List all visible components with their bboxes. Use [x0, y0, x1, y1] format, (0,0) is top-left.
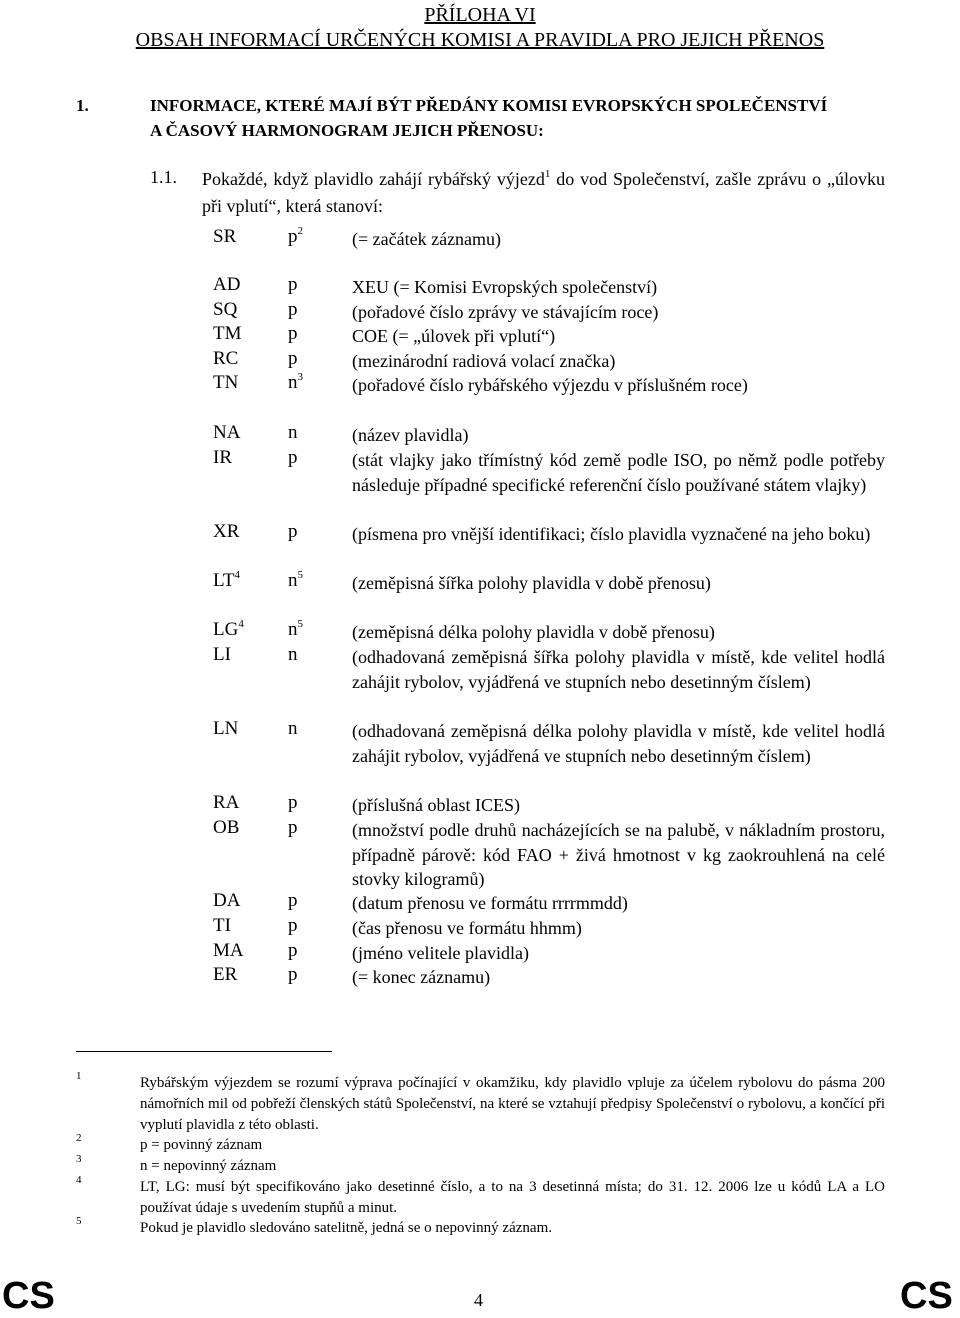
field-description: (= konec záznamu): [352, 967, 491, 987]
field-requirement: p: [288, 817, 298, 838]
subsection-text-b: do vod Společenství, zašle zprávu o „úlovku při vplutí“, která stanoví:: [202, 169, 885, 216]
field-requirement: p: [288, 940, 298, 961]
field-code: $LT^4$: [213, 569, 240, 591]
footnote-3-text: n = nepovinný záznam: [140, 1158, 277, 1174]
field-requirement: p: [288, 274, 298, 295]
footnote-5-text: Pokud je plavidlo sledováno satelitně, jedná se o nepovinný záznam.: [140, 1220, 552, 1236]
footnote-ref: 3: [297, 371, 303, 383]
field-requirement: p: [288, 323, 298, 344]
field-description: (= začátek záznamu): [352, 229, 502, 249]
field-code: ER: [213, 964, 238, 985]
field-code: TI: [213, 915, 231, 936]
field-description: (název plavidla): [352, 425, 469, 445]
field-requirement: p: [288, 915, 298, 936]
footnote-ref: 5: [297, 618, 303, 630]
field-code: LI: [213, 644, 231, 665]
footnote-2-number: 2: [76, 1132, 82, 1144]
field-description: (odhadovaná zeměpisná délka polohy plavidla v místě, kde velitel hodlá zahájit rybolov, vyjádřená ve stupních nebo desetinným číslem): [352, 721, 885, 766]
section-heading-line1: INFORMACE, KTERÉ MAJÍ BÝT PŘEDÁNY KOMISI EVROPSKÝCH SPOLEČENSTVÍ: [150, 96, 828, 115]
field-description: (odhadovaná zeměpisná šířka polohy plavidla v místě, kde velitel hodlá zahájit rybolov, vyjádřená ve stupních nebo desetinným číslem): [352, 647, 885, 692]
field-requirement: $n^3$: [288, 371, 303, 393]
field-description: (pořadové číslo zprávy ve stávajícím roce): [352, 302, 659, 322]
field-description: (datum přenosu ve formátu rrrrmmdd): [352, 893, 628, 913]
field-code: DA: [213, 890, 241, 911]
field-description: XEU (= Komisi Evropských společenství): [352, 277, 658, 297]
annex-heading: PŘÍLOHA VI: [424, 4, 536, 26]
field-requirement: p: [288, 447, 298, 468]
subsection-text-a: Pokaždé, když plavidlo zahájí rybářský výjezd: [202, 169, 545, 189]
field-requirement: n: [288, 644, 298, 665]
footnote-separator: [76, 1051, 332, 1052]
field-code: IR: [213, 447, 232, 468]
field-requirement: p: [288, 964, 298, 985]
field-description: (zeměpisná délka polohy plavidla v době přenosu): [352, 622, 715, 642]
field-code: RC: [213, 348, 239, 369]
field-code: NA: [213, 422, 241, 443]
field-requirement: p: [288, 890, 298, 911]
footnote-ref-1: 1: [544, 168, 551, 180]
field-requirement: $n^5$: [288, 569, 303, 591]
field-description: (množství podle druhů nacházejících se na palubě, v nákladním prostoru, případně párově: kód FAO + živá hmotnost v kg zaokrouhlená na celé stovky kilogramů): [352, 820, 885, 889]
field-description: (pořadové číslo rybářského výjezdu v příslušném roce): [352, 375, 748, 395]
section-number: 1.: [76, 96, 89, 115]
footnote-1-text: Rybářským výjezdem se rozumí výprava počínající v okamžiku, kdy plavidlo vpluje za účelem rybolovu do pásma 200 námořních mil od pobřeží členských států Společenství, na které se vztahují předpisy Společenství o rybolovu, a končící při vyplutí plavidla z této oblasti.: [140, 1075, 885, 1133]
field-requirement: p: [288, 299, 298, 320]
page-number: 4: [474, 1290, 483, 1310]
field-requirement: n: [288, 422, 298, 443]
footnote-4-text: LT, LG: musí být specifikováno jako desetinné číslo, a to na 3 desetinná místa; do 31. 12. 2006 lze u kódů LA a LO používat údaje s uvedením stupňů a minut.: [140, 1179, 885, 1216]
footnote-ref: 5: [297, 569, 303, 581]
section-heading-line2: A ČASOVÝ HARMONOGRAM JEJICH PŘENOSU:: [150, 121, 544, 140]
field-description: (čas přenosu ve formátu hhmm): [352, 918, 582, 938]
footnote-ref: 4: [238, 618, 244, 630]
field-code: RA: [213, 792, 240, 813]
field-code: LN: [213, 718, 239, 739]
field-code: XR: [213, 521, 240, 542]
field-description: (stát vlajky jako třímístný kód země podle ISO, po němž podle potřeby následuje případné specifické referenční číslo používané státem vlajky): [352, 450, 885, 495]
field-description: (příslušná oblast ICES): [352, 795, 520, 815]
field-requirement: p: [288, 521, 298, 542]
field-description: (jméno velitele plavidla): [352, 943, 529, 963]
field-code: SR: [213, 226, 237, 247]
footnote-5-number: 5: [76, 1215, 82, 1227]
field-requirement: $n^5$: [288, 618, 303, 640]
language-code-right: CS: [900, 1275, 953, 1317]
footnote-4-number: 4: [76, 1174, 82, 1186]
field-requirement: p: [288, 348, 298, 369]
field-code: TN: [213, 372, 239, 393]
field-code: TM: [213, 323, 242, 344]
field-code: MA: [213, 940, 244, 961]
subsection-number: 1.1.: [150, 167, 177, 187]
footnote-2-text: p = povinný záznam: [140, 1137, 263, 1153]
field-requirement: $p^2$: [288, 225, 303, 247]
field-code: SQ: [213, 299, 238, 320]
field-requirement: p: [288, 792, 298, 813]
language-code-left: CS: [2, 1275, 55, 1317]
footnote-ref: 4: [234, 569, 240, 581]
field-requirement: n: [288, 718, 298, 739]
field-description: (zeměpisná šířka polohy plavidla v době přenosu): [352, 573, 711, 593]
field-code: $LG^4$: [213, 618, 244, 640]
footnote-3-number: 3: [76, 1153, 82, 1165]
annex-title: OBSAH INFORMACÍ URČENÝCH KOMISI A PRAVIDLA PRO JEJICH PŘENOS: [135, 29, 825, 51]
footnote-1-number: 1: [76, 1070, 82, 1082]
field-code: AD: [213, 274, 241, 295]
field-description: COE (= „úlovek při vplutí“): [352, 326, 556, 346]
field-description: (mezinárodní radiová volací značka): [352, 351, 616, 371]
subsection-text: [202, 167, 885, 218]
footnote-ref: 2: [297, 225, 303, 237]
field-code: OB: [213, 817, 240, 838]
field-description: (písmena pro vnější identifikaci; číslo plavidla vyznačené na jeho boku): [352, 524, 871, 544]
